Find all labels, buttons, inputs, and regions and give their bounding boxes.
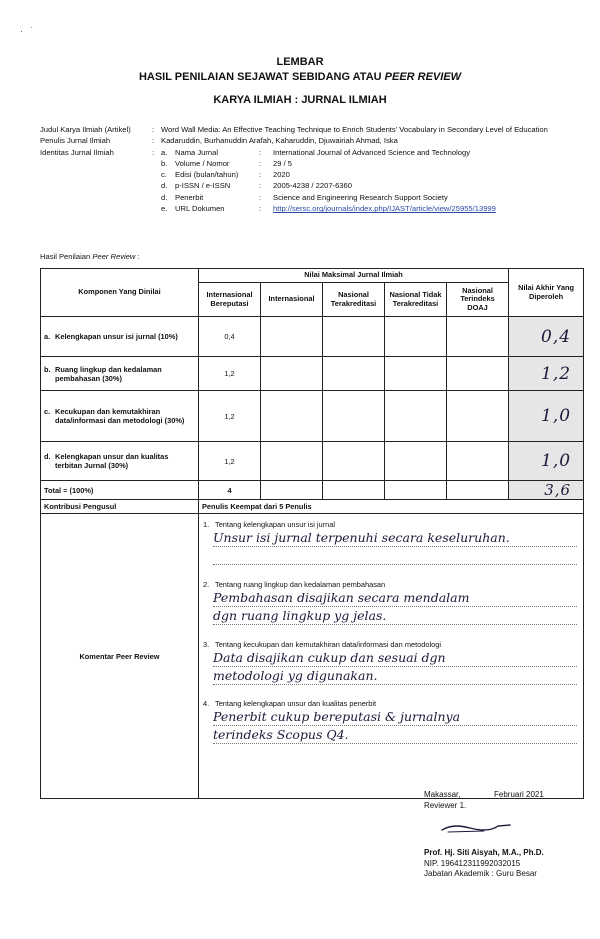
comment-question: Tentang kelengkapan unsur dan kualitas penerbit: [215, 699, 377, 708]
komponen-label: Kelengkapan unsur dan kualitas terbitan Jurnal (30%): [55, 452, 169, 470]
comment-item: 1. Tentang kelengkapan unsur isi jurnal Unsur isi jurnal terpenuhi secara keseluruhan.: [203, 520, 577, 565]
header-sub-col: Internasional Bereputasi: [199, 283, 261, 317]
total-max: 4: [199, 481, 261, 500]
reviewer-name: Prof. Hj. Siti Aisyah, M.A., Ph.D.: [424, 848, 544, 857]
handwritten-signature-icon: [440, 820, 515, 836]
signature-date: Februari 2021: [494, 790, 544, 799]
header-sub-col: Internasional: [261, 283, 323, 317]
comment-item: 2. Tentang ruang lingkup dan kedalaman pembahasan Pembahasan disajikan secara mendalam dgn ruang lingkup yg jelas.: [203, 580, 577, 625]
header-sub-col: Nasional Terakreditasi: [323, 283, 385, 317]
handwritten-comment: [213, 547, 577, 565]
reviewer-jabatan: Jabatan Akademik : Guru Besar: [424, 869, 537, 878]
identitas-item: d. p-ISSN / e-ISSN : 2005-4238 / 2207-6360: [161, 181, 352, 191]
table-row: d. Kelengkapan unsur dan kualitas terbitan Jurnal (30%) 1,2 1,0: [41, 442, 584, 481]
total-label: Total = (100%): [41, 481, 199, 500]
table-row: b. Ruang lingkup dan kedalaman pembahasan (30%) 1,2 1,2: [41, 357, 584, 391]
header-komponen: Komponen Yang Dinilai: [41, 269, 199, 317]
total-row: [41, 481, 584, 500]
max-value: 1,2: [199, 391, 261, 442]
reviewer-identity: [424, 848, 544, 880]
handwritten-comment: terindeks Scopus Q4.: [213, 726, 577, 744]
handwritten-comment: Penerbit cukup bereputasi & jurnalnya: [213, 708, 577, 726]
identitas-item: a. Nama Jurnal : International Journal of Advanced Science and Technology: [161, 147, 471, 157]
title-karya-ilmiah: KARYA ILMIAH : JURNAL ILMIAH: [213, 94, 387, 106]
komentar-label: Komentar Peer Review: [41, 514, 199, 799]
identitas-item: c. Edisi (bulan/tahun) : 2020: [161, 170, 290, 180]
handwritten-comment: Data disajikan cukup dan sesuai dgn: [213, 649, 577, 667]
reviewer-nip: NIP. 196412311992032015: [424, 858, 521, 868]
handwritten-score: 1,2: [509, 357, 584, 391]
handwritten-total: 3,6: [509, 481, 584, 500]
comment-question: Tentang kecukupan dan kemutakhiran data/informasi dan metodologi: [215, 640, 441, 649]
article-metadata: Judul Karya Ilmiah (Artikel) : Word Wall Media: An Effective Teaching Technique to Enrich Students' Vocabulary in Secondary Level of Education Penulis Jurnal Ilmiah : Kadaruddin, Burhanuddin Arafah, Kaharuddin, Djuwairiah Ahmad, Iska Identitas Jurnal Ilmiah : a. Nama Jurnal : International Journal of Advanced Science and Technology b. Volume / Nomor : 29 / 5 c. Edisi (bulan/tahun) : 2020 d. p-ISSN / e-ISSN : 2005-4238 / 2207-6360 d. Penerbit : Science and Engineering Research Support Society e. URL Dokumen : http://sersc.org/journals/index.php/IJAST/article/view/25955/13999: [40, 124, 585, 214]
hasil-penilaian-label: Hasil Penilaian Peer Review :: [40, 252, 140, 261]
handwritten-score: 1,0: [509, 391, 584, 442]
max-value: 0,4: [199, 317, 261, 357]
title-hasil-penilaian: HASIL PENILAIAN SEJAWAT SEBIDANG ATAU PEER REVIEW: [138, 71, 462, 83]
identitas-item: d. Penerbit : Science and Engineering Research Support Society: [161, 192, 448, 202]
header-sub-col: Nasional Terindeks DOAJ: [447, 283, 509, 317]
signature-block: [424, 790, 544, 811]
comment-list: [199, 514, 583, 798]
header-nilai-maksimal: Nilai Maksimal Jurnal Ilmiah: [199, 269, 509, 283]
header-sub-col: Nasional Tidak Terakreditasi: [385, 283, 447, 317]
komentar-row: [41, 514, 584, 799]
judul-value: Word Wall Media: An Effective Teaching Technique to Enrich Students' Vocabulary in Secondary Level of Education: [161, 125, 548, 134]
comment-question: Tentang kelengkapan unsur isi jurnal: [215, 520, 335, 529]
kontribusi-value: Penulis Keempat dari 5 Penulis: [199, 500, 584, 514]
max-value: 1,2: [199, 442, 261, 481]
handwritten-comment: Pembahasan disajikan secara mendalam: [213, 589, 577, 607]
handwritten-comment: Unsur isi jurnal terpenuhi secara keseluruhan.: [213, 529, 577, 547]
score-table: [40, 268, 584, 799]
identitas-item: e. URL Dokumen : http://sersc.org/journals/index.php/IJAST/article/view/25955/13999: [161, 203, 585, 214]
judul-label: Judul Karya Ilmiah (Artikel): [40, 125, 131, 134]
signature-role: Reviewer 1.: [424, 800, 467, 810]
scan-speck: · ˙: [20, 26, 34, 36]
signature-city: Makassar,: [424, 790, 461, 799]
komponen-label: Kelengkapan unsur isi jurnal (10%): [55, 332, 178, 341]
table-row: c. Kecukupan dan kemutakhiran data/informasi dan metodologi (30%) 1,2 1,0: [41, 391, 584, 442]
handwritten-score: 1,0: [509, 442, 584, 481]
kontribusi-label: Kontribusi Pengusul: [41, 500, 199, 514]
handwritten-comment: dgn ruang lingkup yg jelas.: [213, 607, 577, 625]
handwritten-comment: metodologi yg digunakan.: [213, 667, 577, 685]
table-row: a. Kelengkapan unsur isi jurnal (10%) 0,4 0,4: [41, 317, 584, 357]
komponen-label: Ruang lingkup dan kedalaman pembahasan (30%): [55, 364, 162, 383]
handwritten-score: 0,4: [509, 317, 584, 357]
header-nilai-akhir: Nilai Akhir Yang Diperoleh: [509, 269, 584, 317]
penulis-value: Kadaruddin, Burhanuddin Arafah, Kaharuddin, Djuwairiah Ahmad, Iska: [161, 136, 398, 146]
max-value: 1,2: [199, 357, 261, 391]
komponen-label: Kecukupan dan kemutakhiran data/informasi dan metodologi (30%): [55, 407, 185, 425]
comment-item: 3. Tentang kecukupan dan kemutakhiran data/informasi dan metodologi Data disajikan cukup dan sesuai dgn metodologi yg digunakan.: [203, 640, 577, 685]
kontribusi-row: [41, 500, 584, 514]
identitas-list: [161, 147, 585, 215]
comment-item: 4. Tentang kelengkapan unsur dan kualitas penerbit Penerbit cukup bereputasi & jurnalnya terindeks Scopus Q4.: [203, 699, 577, 744]
comment-question: Tentang ruang lingkup dan kedalaman pembahasan: [215, 580, 386, 589]
identitas-item: b. Volume / Nomor : 29 / 5: [161, 158, 292, 168]
penulis-label: Penulis Jurnal Ilmiah: [40, 136, 111, 146]
url-dokumen-link[interactable]: http://sersc.org/journals/index.php/IJAST/article/view/25955/13999: [273, 204, 496, 214]
identitas-label: Identitas Jurnal Ilmiah: [40, 147, 114, 157]
title-lembar: LEMBAR: [276, 56, 324, 68]
